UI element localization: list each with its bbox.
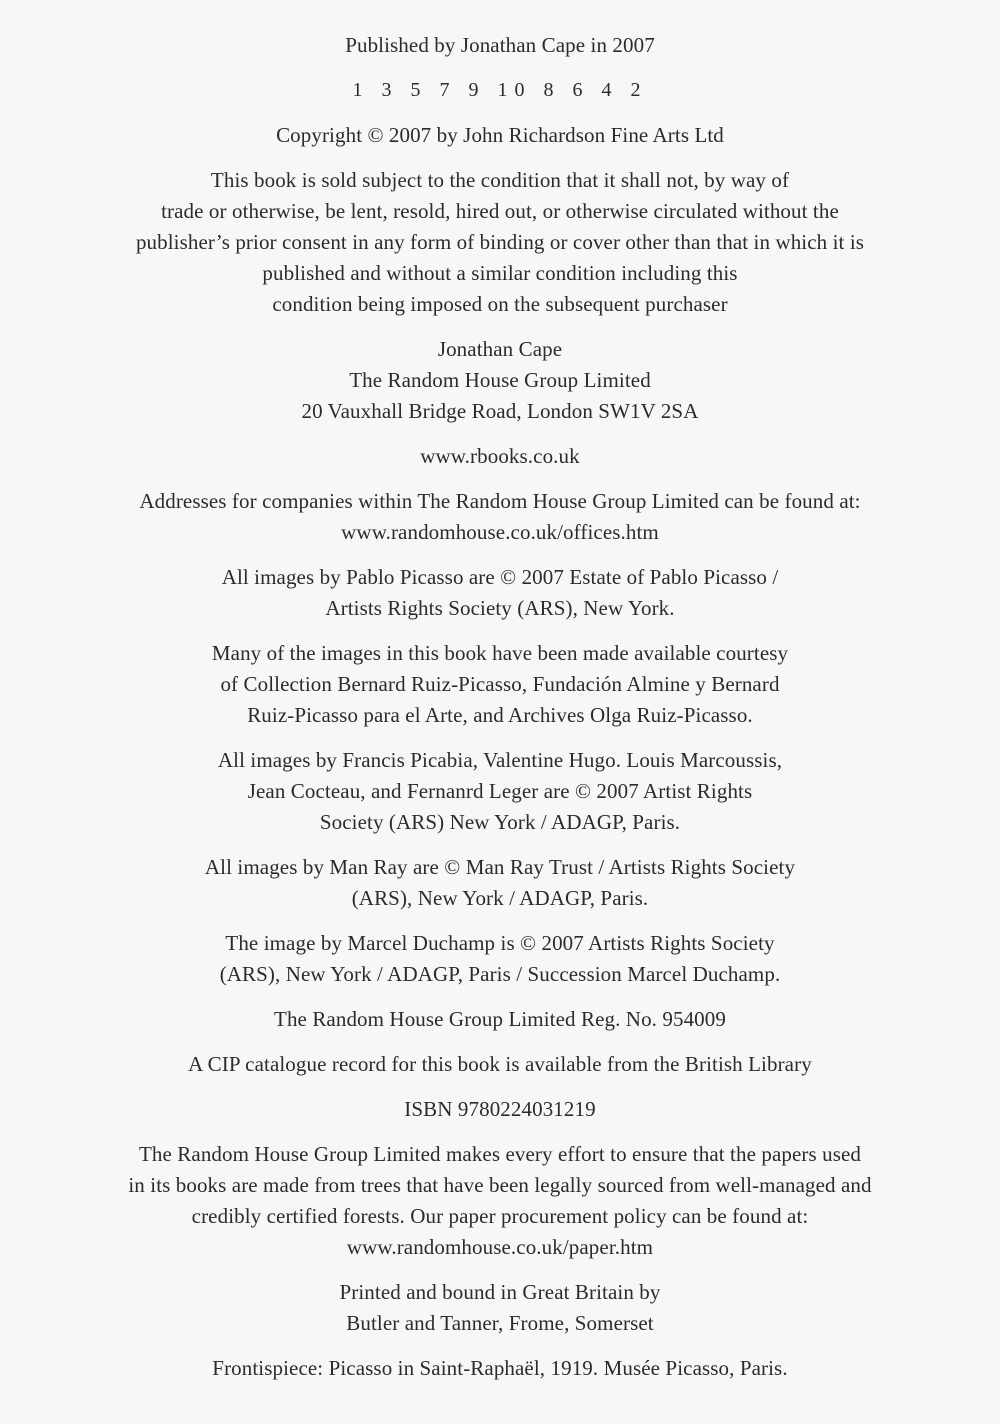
paper-policy-line: The Random House Group Limited makes every effort to ensure that the papers used	[139, 1142, 861, 1166]
picasso-rights	[80, 562, 920, 624]
frontispiece-credit	[80, 1353, 920, 1384]
picasso-rights-line: All images by Pablo Picasso are © 2007 Estate of Pablo Picasso /	[221, 565, 779, 589]
reg-no-text: The Random House Group Limited Reg. No. 954009	[274, 1007, 726, 1031]
publisher-address	[80, 334, 920, 427]
courtesy-line: Ruiz-Picasso para el Arte, and Archives Olga Ruiz-Picasso.	[247, 703, 753, 727]
other-artists-rights	[80, 745, 920, 838]
condition-line: This book is sold subject to the condition that it shall not, by way of	[210, 168, 790, 192]
man-ray-line: (ARS), New York / ADAGP, Paris.	[351, 886, 649, 910]
condition-line: condition being imposed on the subsequent purchaser	[272, 292, 728, 316]
isbn	[80, 1094, 920, 1125]
paper-policy-line: credibly certified forests. Our paper procurement policy can be found at:	[191, 1204, 809, 1228]
printed-by	[80, 1277, 920, 1339]
duchamp-line: (ARS), New York / ADAGP, Paris / Succession Marcel Duchamp.	[219, 962, 781, 986]
copyright-line	[80, 120, 920, 151]
addresses-text: Addresses for companies within The Random House Group Limited can be found at:	[139, 489, 861, 513]
isbn-text: ISBN 9780224031219	[404, 1097, 596, 1121]
paper-policy-url: www.randomhouse.co.uk/paper.htm	[346, 1235, 654, 1259]
paper-policy-line: in its books are made from trees that have been legally sourced from well-managed and	[128, 1173, 872, 1197]
other-artists-line: Jean Cocteau, and Fernanrd Leger are © 2007 Artist Rights	[247, 779, 753, 803]
copyright-text: Copyright © 2007 by John Richardson Fine Arts Ltd	[276, 123, 724, 147]
cip-text: A CIP catalogue record for this book is available from the British Library	[188, 1052, 812, 1076]
print-line-numbers	[80, 75, 920, 106]
website-link: www.rbooks.co.uk	[420, 444, 580, 468]
registration-number	[80, 1004, 920, 1035]
other-artists-line: Society (ARS) New York / ADAGP, Paris.	[319, 810, 681, 834]
publisher-name: Jonathan Cape	[437, 337, 563, 361]
website-line	[80, 441, 920, 472]
addresses-url: www.randomhouse.co.uk/offices.htm	[341, 520, 659, 544]
sale-condition-paragraph	[80, 165, 920, 320]
duchamp-rights	[80, 928, 920, 990]
duchamp-line: The image by Marcel Duchamp is © 2007 Artists Rights Society	[225, 931, 775, 955]
cip-record	[80, 1049, 920, 1080]
paper-policy	[80, 1139, 920, 1263]
print-numbers-text: 1 3 5 7 9 10 8 6 4 2	[352, 79, 648, 101]
man-ray-rights	[80, 852, 920, 914]
picasso-rights-line: Artists Rights Society (ARS), New York.	[325, 596, 675, 620]
published-text: Published by Jonathan Cape in 2007	[345, 33, 655, 57]
condition-line: publisher’s prior consent in any form of binding or cover other than that in which it is	[135, 230, 865, 254]
publisher-street: 20 Vauxhall Bridge Road, London SW1V 2SA	[301, 399, 699, 423]
printed-line: Printed and bound in Great Britain by	[339, 1280, 661, 1304]
condition-line: published and without a similar condition including this	[262, 261, 738, 285]
man-ray-line: All images by Man Ray are © Man Ray Trust / Artists Rights Society	[204, 855, 796, 879]
courtesy-line: of Collection Bernard Ruiz-Picasso, Fundación Almine y Bernard	[220, 672, 780, 696]
company-addresses	[80, 486, 920, 548]
courtesy-credit	[80, 638, 920, 731]
printed-line: Butler and Tanner, Frome, Somerset	[346, 1311, 654, 1335]
condition-line: trade or otherwise, be lent, resold, hired out, or otherwise circulated without the	[161, 199, 839, 223]
frontispiece-text: Frontispiece: Picasso in Saint-Raphaël, 1919. Musée Picasso, Paris.	[212, 1356, 788, 1380]
other-artists-line: All images by Francis Picabia, Valentine Hugo. Louis Marcoussis,	[217, 748, 783, 772]
published-line	[80, 30, 920, 61]
courtesy-line: Many of the images in this book have been made available courtesy	[211, 641, 789, 665]
publisher-group: The Random House Group Limited	[349, 368, 651, 392]
